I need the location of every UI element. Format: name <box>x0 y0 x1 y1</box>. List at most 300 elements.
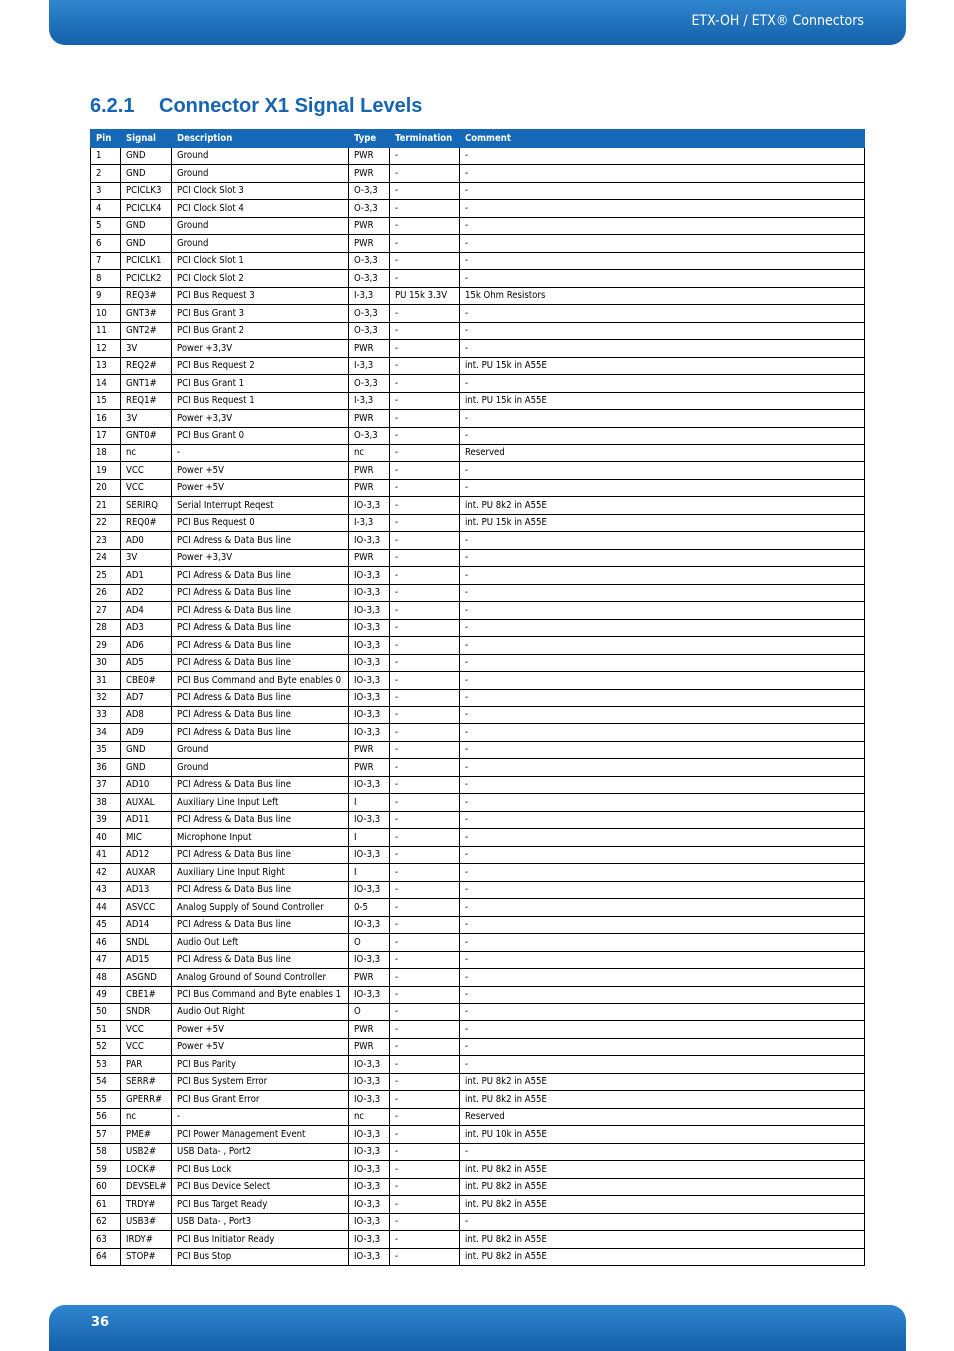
cell-description: PCI Bus Device Select <box>172 1178 349 1195</box>
cell-signal: PCICLK3 <box>121 182 172 199</box>
table-row <box>91 1143 865 1160</box>
cell-termination: - <box>390 375 460 392</box>
cell-comment: - <box>460 707 865 724</box>
cell-pin: 62 <box>91 1213 121 1230</box>
cell-termination: - <box>390 270 460 287</box>
table-row <box>91 444 865 461</box>
cell-type: O-3,3 <box>349 200 390 217</box>
cell-comment: - <box>460 829 865 846</box>
cell-termination: - <box>390 182 460 199</box>
cell-comment: - <box>460 165 865 182</box>
page-number: 36 <box>91 1315 110 1330</box>
cell-pin: 31 <box>91 672 121 689</box>
cell-type: 0-5 <box>349 899 390 916</box>
cell-pin: 18 <box>91 444 121 461</box>
cell-type: IO-3,3 <box>349 724 390 741</box>
table-row <box>91 1178 865 1195</box>
cell-signal: VCC <box>121 1038 172 1055</box>
cell-signal: VCC <box>121 1021 172 1038</box>
cell-signal: REQ1# <box>121 392 172 409</box>
cell-termination: - <box>390 1038 460 1055</box>
cell-comment: 15k Ohm Resistors <box>460 287 865 304</box>
table-header-row <box>91 130 865 148</box>
cell-signal: VCC <box>121 462 172 479</box>
cell-comment: - <box>460 637 865 654</box>
cell-type: O-3,3 <box>349 252 390 269</box>
cell-type: IO-3,3 <box>349 1248 390 1265</box>
cell-pin: 37 <box>91 776 121 793</box>
cell-termination: - <box>390 1143 460 1160</box>
cell-description: PCI Adress & Data Bus line <box>172 881 349 898</box>
cell-description: PCI Clock Slot 1 <box>172 252 349 269</box>
cell-pin: 35 <box>91 741 121 758</box>
cell-comment: - <box>460 410 865 427</box>
cell-pin: 39 <box>91 811 121 828</box>
cell-description: - <box>172 1108 349 1125</box>
cell-termination: - <box>390 811 460 828</box>
cell-type: IO-3,3 <box>349 916 390 933</box>
table-row <box>91 759 865 776</box>
cell-termination: - <box>390 829 460 846</box>
cell-type: O-3,3 <box>349 322 390 339</box>
cell-comment: - <box>460 479 865 496</box>
cell-comment: int. PU 8k2 in A55E <box>460 1178 865 1195</box>
cell-termination: - <box>390 724 460 741</box>
table-row <box>91 969 865 986</box>
cell-description: Power +3,3V <box>172 549 349 566</box>
cell-pin: 49 <box>91 986 121 1003</box>
cell-termination: - <box>390 1003 460 1020</box>
cell-description: USB Data- , Port3 <box>172 1213 349 1230</box>
table-row <box>91 1091 865 1108</box>
cell-type: I-3,3 <box>349 357 390 374</box>
table-row <box>91 1073 865 1090</box>
cell-type: PWR <box>349 741 390 758</box>
cell-signal: GND <box>121 148 172 165</box>
cell-pin: 29 <box>91 637 121 654</box>
cell-comment: int. PU 8k2 in A55E <box>460 1161 865 1178</box>
cell-description: Ground <box>172 217 349 234</box>
cell-pin: 38 <box>91 794 121 811</box>
cell-description: PCI Bus Grant Error <box>172 1091 349 1108</box>
cell-termination: - <box>390 986 460 1003</box>
cell-description: Power +5V <box>172 479 349 496</box>
cell-description: Ground <box>172 759 349 776</box>
cell-pin: 17 <box>91 427 121 444</box>
cell-description: PCI Bus Lock <box>172 1161 349 1178</box>
cell-pin: 45 <box>91 916 121 933</box>
cell-comment: - <box>460 864 865 881</box>
cell-termination: - <box>390 497 460 514</box>
cell-termination: - <box>390 846 460 863</box>
cell-type: IO-3,3 <box>349 811 390 828</box>
table-body <box>91 148 865 1266</box>
cell-comment: - <box>460 951 865 968</box>
cell-pin: 34 <box>91 724 121 741</box>
cell-comment: int. PU 8k2 in A55E <box>460 1248 865 1265</box>
cell-pin: 2 <box>91 165 121 182</box>
cell-comment: - <box>460 672 865 689</box>
cell-comment: - <box>460 899 865 916</box>
cell-comment: int. PU 15k in A55E <box>460 357 865 374</box>
cell-pin: 5 <box>91 217 121 234</box>
cell-type: IO-3,3 <box>349 986 390 1003</box>
cell-pin: 15 <box>91 392 121 409</box>
cell-description: PCI Adress & Data Bus line <box>172 776 349 793</box>
cell-pin: 51 <box>91 1021 121 1038</box>
cell-signal: GND <box>121 235 172 252</box>
cell-description: Power +5V <box>172 462 349 479</box>
cell-pin: 44 <box>91 899 121 916</box>
cell-type: O-3,3 <box>349 375 390 392</box>
cell-termination: - <box>390 340 460 357</box>
cell-type: PWR <box>349 462 390 479</box>
cell-description: Power +3,3V <box>172 410 349 427</box>
cell-type: IO-3,3 <box>349 689 390 706</box>
cell-description: PCI Clock Slot 3 <box>172 182 349 199</box>
cell-pin: 12 <box>91 340 121 357</box>
cell-type: PWR <box>349 165 390 182</box>
cell-type: PWR <box>349 1038 390 1055</box>
column-header-pin: Pin <box>91 130 121 148</box>
cell-comment: - <box>460 305 865 322</box>
cell-pin: 46 <box>91 934 121 951</box>
cell-signal: 3V <box>121 549 172 566</box>
cell-signal: 3V <box>121 410 172 427</box>
cell-termination: - <box>390 200 460 217</box>
cell-termination: - <box>390 776 460 793</box>
table-row <box>91 252 865 269</box>
cell-type: PWR <box>349 410 390 427</box>
cell-comment: - <box>460 182 865 199</box>
cell-pin: 56 <box>91 1108 121 1125</box>
cell-description: Ground <box>172 741 349 758</box>
cell-termination: - <box>390 392 460 409</box>
cell-description: PCI Bus Command and Byte enables 1 <box>172 986 349 1003</box>
cell-signal: GND <box>121 741 172 758</box>
cell-description: - <box>172 444 349 461</box>
cell-termination: - <box>390 479 460 496</box>
cell-comment: - <box>460 741 865 758</box>
table-row <box>91 899 865 916</box>
cell-type: IO-3,3 <box>349 1143 390 1160</box>
cell-comment: Reserved <box>460 444 865 461</box>
cell-comment: - <box>460 427 865 444</box>
cell-comment: - <box>460 794 865 811</box>
cell-termination: - <box>390 567 460 584</box>
cell-signal: AD5 <box>121 654 172 671</box>
cell-signal: REQ3# <box>121 287 172 304</box>
cell-termination: - <box>390 759 460 776</box>
cell-signal: SERR# <box>121 1073 172 1090</box>
column-header-description: Description <box>172 130 349 148</box>
table-row <box>91 235 865 252</box>
cell-type: PWR <box>349 969 390 986</box>
cell-pin: 55 <box>91 1091 121 1108</box>
cell-signal: TRDY# <box>121 1196 172 1213</box>
cell-pin: 60 <box>91 1178 121 1195</box>
cell-termination: - <box>390 1108 460 1125</box>
cell-comment: - <box>460 462 865 479</box>
table-row <box>91 707 865 724</box>
table-row <box>91 567 865 584</box>
cell-signal: PCICLK4 <box>121 200 172 217</box>
cell-type: IO-3,3 <box>349 1091 390 1108</box>
cell-type: I-3,3 <box>349 287 390 304</box>
cell-signal: GNT3# <box>121 305 172 322</box>
cell-description: Ground <box>172 235 349 252</box>
cell-signal: 3V <box>121 340 172 357</box>
cell-termination: - <box>390 1091 460 1108</box>
cell-comment: Reserved <box>460 1108 865 1125</box>
cell-description: PCI Bus Stop <box>172 1248 349 1265</box>
cell-description: Power +3,3V <box>172 340 349 357</box>
cell-description: PCI Adress & Data Bus line <box>172 602 349 619</box>
cell-pin: 16 <box>91 410 121 427</box>
cell-comment: - <box>460 375 865 392</box>
cell-description: PCI Adress & Data Bus line <box>172 567 349 584</box>
cell-type: PWR <box>349 479 390 496</box>
cell-type: I <box>349 794 390 811</box>
cell-pin: 47 <box>91 951 121 968</box>
cell-signal: PAR <box>121 1056 172 1073</box>
table-row <box>91 829 865 846</box>
cell-signal: AD9 <box>121 724 172 741</box>
cell-termination: - <box>390 1056 460 1073</box>
cell-signal: GNT0# <box>121 427 172 444</box>
cell-description: Serial Interrupt Reqest <box>172 497 349 514</box>
table-row <box>91 462 865 479</box>
cell-signal: PCICLK1 <box>121 252 172 269</box>
cell-comment: - <box>460 148 865 165</box>
cell-termination: - <box>390 165 460 182</box>
cell-comment: - <box>460 584 865 601</box>
table-row <box>91 637 865 654</box>
cell-termination: - <box>390 252 460 269</box>
cell-pin: 24 <box>91 549 121 566</box>
cell-comment: - <box>460 846 865 863</box>
cell-type: IO-3,3 <box>349 532 390 549</box>
cell-signal: nc <box>121 1108 172 1125</box>
cell-type: IO-3,3 <box>349 637 390 654</box>
cell-termination: - <box>390 1161 460 1178</box>
table-row <box>91 916 865 933</box>
cell-description: PCI Adress & Data Bus line <box>172 654 349 671</box>
table-row <box>91 1038 865 1055</box>
cell-termination: - <box>390 1196 460 1213</box>
cell-type: O-3,3 <box>349 305 390 322</box>
cell-type: O <box>349 1003 390 1020</box>
section-number: 6.2.1 <box>90 95 135 117</box>
cell-pin: 53 <box>91 1056 121 1073</box>
cell-termination: - <box>390 689 460 706</box>
cell-signal: MIC <box>121 829 172 846</box>
cell-termination: - <box>390 619 460 636</box>
table-row <box>91 951 865 968</box>
cell-pin: 61 <box>91 1196 121 1213</box>
cell-description: Audio Out Left <box>172 934 349 951</box>
cell-termination: - <box>390 1231 460 1248</box>
cell-description: PCI Bus Target Ready <box>172 1196 349 1213</box>
cell-signal: SERIRQ <box>121 497 172 514</box>
cell-type: IO-3,3 <box>349 672 390 689</box>
table-row <box>91 776 865 793</box>
cell-comment: int. PU 10k in A55E <box>460 1126 865 1143</box>
table-row <box>91 1161 865 1178</box>
cell-pin: 20 <box>91 479 121 496</box>
cell-type: IO-3,3 <box>349 654 390 671</box>
cell-comment: - <box>460 340 865 357</box>
cell-signal: AD8 <box>121 707 172 724</box>
cell-pin: 40 <box>91 829 121 846</box>
cell-description: PCI Bus Parity <box>172 1056 349 1073</box>
cell-type: IO-3,3 <box>349 1161 390 1178</box>
cell-type: PWR <box>349 759 390 776</box>
cell-comment: - <box>460 1056 865 1073</box>
cell-termination: - <box>390 899 460 916</box>
cell-description: PCI Bus Grant 3 <box>172 305 349 322</box>
cell-pin: 4 <box>91 200 121 217</box>
cell-termination: - <box>390 707 460 724</box>
table-row <box>91 654 865 671</box>
cell-signal: AD3 <box>121 619 172 636</box>
cell-signal: GPERR# <box>121 1091 172 1108</box>
cell-signal: GND <box>121 165 172 182</box>
cell-pin: 42 <box>91 864 121 881</box>
header-title: ETX-OH / ETX® Connectors <box>691 13 864 29</box>
column-header-type: Type <box>349 130 390 148</box>
table-row <box>91 287 865 304</box>
cell-signal: GNT1# <box>121 375 172 392</box>
cell-pin: 64 <box>91 1248 121 1265</box>
cell-signal: GND <box>121 759 172 776</box>
cell-termination: - <box>390 217 460 234</box>
cell-pin: 52 <box>91 1038 121 1055</box>
cell-comment: - <box>460 217 865 234</box>
cell-pin: 57 <box>91 1126 121 1143</box>
cell-description: Ground <box>172 148 349 165</box>
cell-description: PCI Bus Request 0 <box>172 514 349 531</box>
cell-termination: - <box>390 410 460 427</box>
cell-termination: - <box>390 794 460 811</box>
cell-comment: - <box>460 270 865 287</box>
cell-pin: 50 <box>91 1003 121 1020</box>
cell-type: IO-3,3 <box>349 602 390 619</box>
table-row <box>91 1108 865 1125</box>
footer-band <box>49 1305 906 1351</box>
cell-signal: LOCK# <box>121 1161 172 1178</box>
cell-description: PCI Clock Slot 2 <box>172 270 349 287</box>
cell-termination: - <box>390 602 460 619</box>
cell-type: IO-3,3 <box>349 497 390 514</box>
cell-type: IO-3,3 <box>349 619 390 636</box>
cell-termination: - <box>390 969 460 986</box>
cell-description: Auxiliary Line Input Left <box>172 794 349 811</box>
header-band <box>49 0 906 45</box>
cell-description: PCI Bus Command and Byte enables 0 <box>172 672 349 689</box>
cell-pin: 21 <box>91 497 121 514</box>
cell-comment: int. PU 8k2 in A55E <box>460 1073 865 1090</box>
cell-type: IO-3,3 <box>349 1126 390 1143</box>
column-header-termination: Termination <box>390 130 460 148</box>
cell-termination: - <box>390 1248 460 1265</box>
cell-description: Power +5V <box>172 1021 349 1038</box>
cell-signal: AD1 <box>121 567 172 584</box>
cell-type: IO-3,3 <box>349 776 390 793</box>
cell-description: PCI Bus Request 2 <box>172 357 349 374</box>
cell-signal: CBE0# <box>121 672 172 689</box>
cell-signal: ASGND <box>121 969 172 986</box>
cell-signal: AD11 <box>121 811 172 828</box>
table-row <box>91 741 865 758</box>
cell-description: PCI Bus Request 1 <box>172 392 349 409</box>
table-row <box>91 724 865 741</box>
table-row <box>91 864 865 881</box>
table-row <box>91 1126 865 1143</box>
cell-pin: 54 <box>91 1073 121 1090</box>
cell-signal: USB3# <box>121 1213 172 1230</box>
cell-termination: - <box>390 1073 460 1090</box>
cell-type: I <box>349 829 390 846</box>
cell-termination: - <box>390 1126 460 1143</box>
cell-signal: REQ2# <box>121 357 172 374</box>
table-row <box>91 427 865 444</box>
cell-type: IO-3,3 <box>349 1213 390 1230</box>
cell-description: PCI Adress & Data Bus line <box>172 846 349 863</box>
cell-pin: 32 <box>91 689 121 706</box>
cell-type: IO-3,3 <box>349 846 390 863</box>
cell-comment: - <box>460 200 865 217</box>
cell-comment: - <box>460 759 865 776</box>
cell-description: PCI Adress & Data Bus line <box>172 707 349 724</box>
cell-comment: - <box>460 776 865 793</box>
cell-signal: STOP# <box>121 1248 172 1265</box>
cell-pin: 30 <box>91 654 121 671</box>
cell-signal: AD12 <box>121 846 172 863</box>
table-row <box>91 357 865 374</box>
cell-comment: - <box>460 1003 865 1020</box>
cell-description: Analog Ground of Sound Controller <box>172 969 349 986</box>
cell-description: PCI Adress & Data Bus line <box>172 532 349 549</box>
table-row <box>91 410 865 427</box>
cell-pin: 41 <box>91 846 121 863</box>
cell-pin: 10 <box>91 305 121 322</box>
cell-description: PCI Adress & Data Bus line <box>172 689 349 706</box>
cell-pin: 22 <box>91 514 121 531</box>
cell-termination: - <box>390 1021 460 1038</box>
cell-termination: - <box>390 305 460 322</box>
table-row <box>91 881 865 898</box>
cell-signal: AUXAR <box>121 864 172 881</box>
table-row <box>91 1248 865 1265</box>
cell-pin: 27 <box>91 602 121 619</box>
cell-comment: int. PU 8k2 in A55E <box>460 497 865 514</box>
cell-termination: - <box>390 672 460 689</box>
cell-termination: - <box>390 934 460 951</box>
cell-description: PCI Adress & Data Bus line <box>172 811 349 828</box>
cell-signal: SNDL <box>121 934 172 951</box>
table-row <box>91 1213 865 1230</box>
cell-comment: - <box>460 549 865 566</box>
cell-description: PCI Adress & Data Bus line <box>172 951 349 968</box>
table-row <box>91 322 865 339</box>
cell-type: IO-3,3 <box>349 951 390 968</box>
cell-termination: - <box>390 864 460 881</box>
cell-description: Microphone Input <box>172 829 349 846</box>
cell-type: IO-3,3 <box>349 1073 390 1090</box>
cell-signal: nc <box>121 444 172 461</box>
cell-type: I-3,3 <box>349 514 390 531</box>
